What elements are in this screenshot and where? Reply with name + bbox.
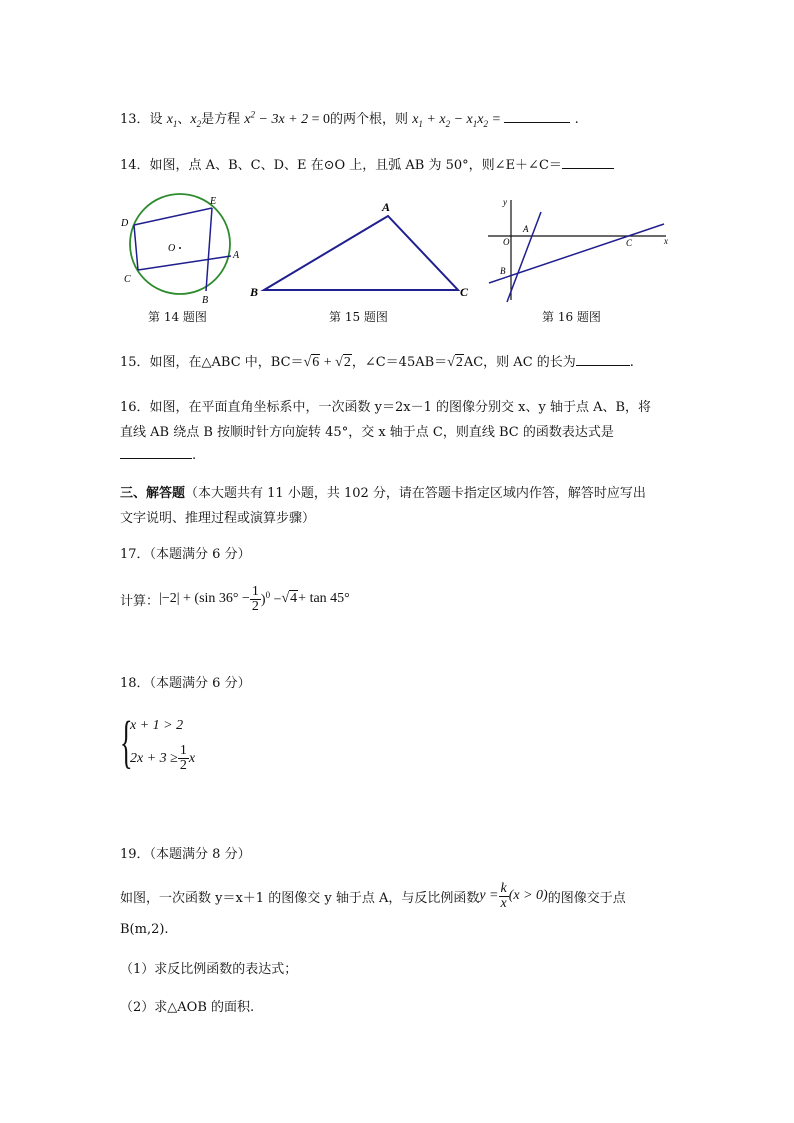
section-3-desc2: 文字说明、推理过程或演算步骤）: [120, 511, 316, 526]
q13-expression: $x_1 + x_2 - x_1x_2$ =: [412, 112, 505, 129]
fig16-label-b: B: [500, 266, 506, 276]
q19-frac-k-x: $\frac{k}{x}$: [500, 880, 507, 911]
fig14-line-de: [134, 208, 212, 225]
q15-part4: .: [629, 355, 634, 370]
fig14-line-eb: [206, 208, 212, 291]
q13-mid2: 的两个根，则: [330, 112, 409, 127]
section-3-title: 三、解答题: [120, 486, 186, 501]
q13-end: .: [574, 112, 579, 127]
fig14-caption: 第 14 题图: [148, 310, 207, 324]
fig14-label-e: E: [210, 196, 217, 207]
q13-equation: $x^2 - 3x + 2$: [244, 109, 312, 127]
fig14-label-b: B: [202, 295, 209, 306]
section-3-header: [120, 482, 646, 501]
question-14: [120, 154, 614, 173]
q18-brace: {: [120, 709, 133, 774]
sqrt-2b: √2: [447, 355, 463, 370]
question-16-line2: 直线 AB 绕点 B 按顺时针方向旋转 45°，交 x 轴于点 C，则直线 BC 的函数表达式是: [120, 425, 614, 440]
figure-16: [484, 194, 674, 306]
sqrt-6: √6: [303, 355, 320, 370]
q13-root2: $x_2$: [190, 112, 202, 129]
q18-ineq1: x + 1 > 2: [130, 718, 184, 733]
sqrt-2: √2: [335, 355, 351, 370]
q13-prefix: 13．设: [120, 112, 163, 127]
question-17-head: 17．（本题满分 6 分）: [120, 547, 251, 562]
fig16-caption: 第 16 题图: [542, 310, 601, 324]
fig15-label-b: B: [250, 285, 259, 299]
fig15-label-c: C: [460, 285, 469, 299]
q17-math: |−2| + (sin 36° −: [159, 591, 250, 606]
q17-sqrt-4: √4: [281, 591, 298, 606]
question-16-line1: 16．如图，在平面直角坐标系中，一次函数 y＝2x－1 的图像分别交 x、y 轴于点 A、B，将: [120, 400, 652, 415]
q13-eq: = 0: [311, 112, 331, 127]
q15-answer-blank[interactable]: [576, 353, 630, 366]
fig14-label-c: C: [124, 274, 131, 285]
fig14-center-dot: [179, 247, 181, 249]
q19-y-eq: y =: [479, 888, 499, 903]
question-19-item1: （1）求反比例函数的表达式；: [120, 962, 298, 977]
q17-label: 计算：: [120, 593, 160, 609]
fig14-circle: [130, 194, 230, 294]
q14-answer-blank[interactable]: [562, 156, 614, 169]
q19-domain: (x > 0): [508, 888, 548, 903]
fig15-label-a: A: [382, 200, 391, 214]
q16-answer-blank[interactable]: [120, 446, 192, 459]
question-18-head: 18．（本题满分 6 分）: [120, 676, 251, 691]
q14-text: 14．如图，点 A、B、C、D、E 在⊙O 上，且弧 AB 为 50°，则∠E＋∠C＝: [120, 158, 562, 173]
fig14-line-ca: [138, 256, 231, 270]
question-19-line1: [120, 878, 626, 914]
fig15-triangle: [264, 216, 458, 290]
question-19-line2: B(m,2).: [120, 922, 169, 937]
fig14-label-d: D: [121, 218, 129, 229]
question-13: 13．设 $x_1$、$x_2$是方程 $x^2 - 3x + 2 = 0$的两个根，则 $x_1 + x_2 - x_1x_2$ = .: [120, 109, 579, 129]
question-19-head: 19．（本题满分 8 分）: [120, 847, 251, 862]
q17-frac: $\frac{1}{2}$: [251, 583, 259, 614]
question-15: 15．如图，在△ABC 中，BC＝√6 + √2，∠C＝45AB＝√2AC，则 AC 的长为 .: [120, 355, 634, 370]
fig16-label-x: x: [664, 236, 668, 246]
fig16-line-bc: [489, 224, 664, 283]
figure-15: [246, 198, 476, 302]
fig16-label-y: y: [503, 197, 507, 207]
q19-line1a: 如图，一次函数 y＝x＋1 的图像交 y 轴于点 A，与反比例函数: [120, 890, 480, 906]
q13-mid1: 是方程: [201, 112, 241, 127]
fig15-caption: 第 15 题图: [329, 310, 388, 324]
fig16-label-c: C: [626, 238, 633, 248]
fig16-label-o: O: [503, 237, 510, 247]
q13-roots: $x_1$: [166, 112, 178, 129]
q16-end: .: [192, 448, 197, 463]
fig14-label-o: O: [168, 243, 176, 254]
question-16-line3: [120, 446, 196, 463]
question-19-item2: （2）求△AOB 的面积.: [120, 1000, 255, 1015]
q19-line1b: 的图像交于点: [547, 890, 626, 906]
q18-ineq2: 2x + 3 ≥ $\frac{1}{2}$ x: [130, 743, 196, 773]
question-17-expression: 计算： |−2| + (sin 36° − $\frac{1}{2}$ )$^0$ − √4 + tan 45°: [120, 583, 350, 614]
q15-part3: AC，则 AC 的长为: [463, 355, 576, 370]
fig16-label-a: A: [523, 224, 529, 234]
figure-14: [118, 192, 243, 307]
q13-answer-blank[interactable]: [504, 110, 570, 123]
fig14-label-a: A: [233, 250, 240, 261]
q15-part2: ，∠C＝45AB＝: [351, 355, 448, 370]
q15-part1: 15．如图，在△ABC 中，BC＝: [120, 355, 304, 370]
section-3-desc1: （本大题共有 11 小题，共 102 分，请在答题卡指定区域内作答，解答时应写出: [185, 486, 646, 501]
